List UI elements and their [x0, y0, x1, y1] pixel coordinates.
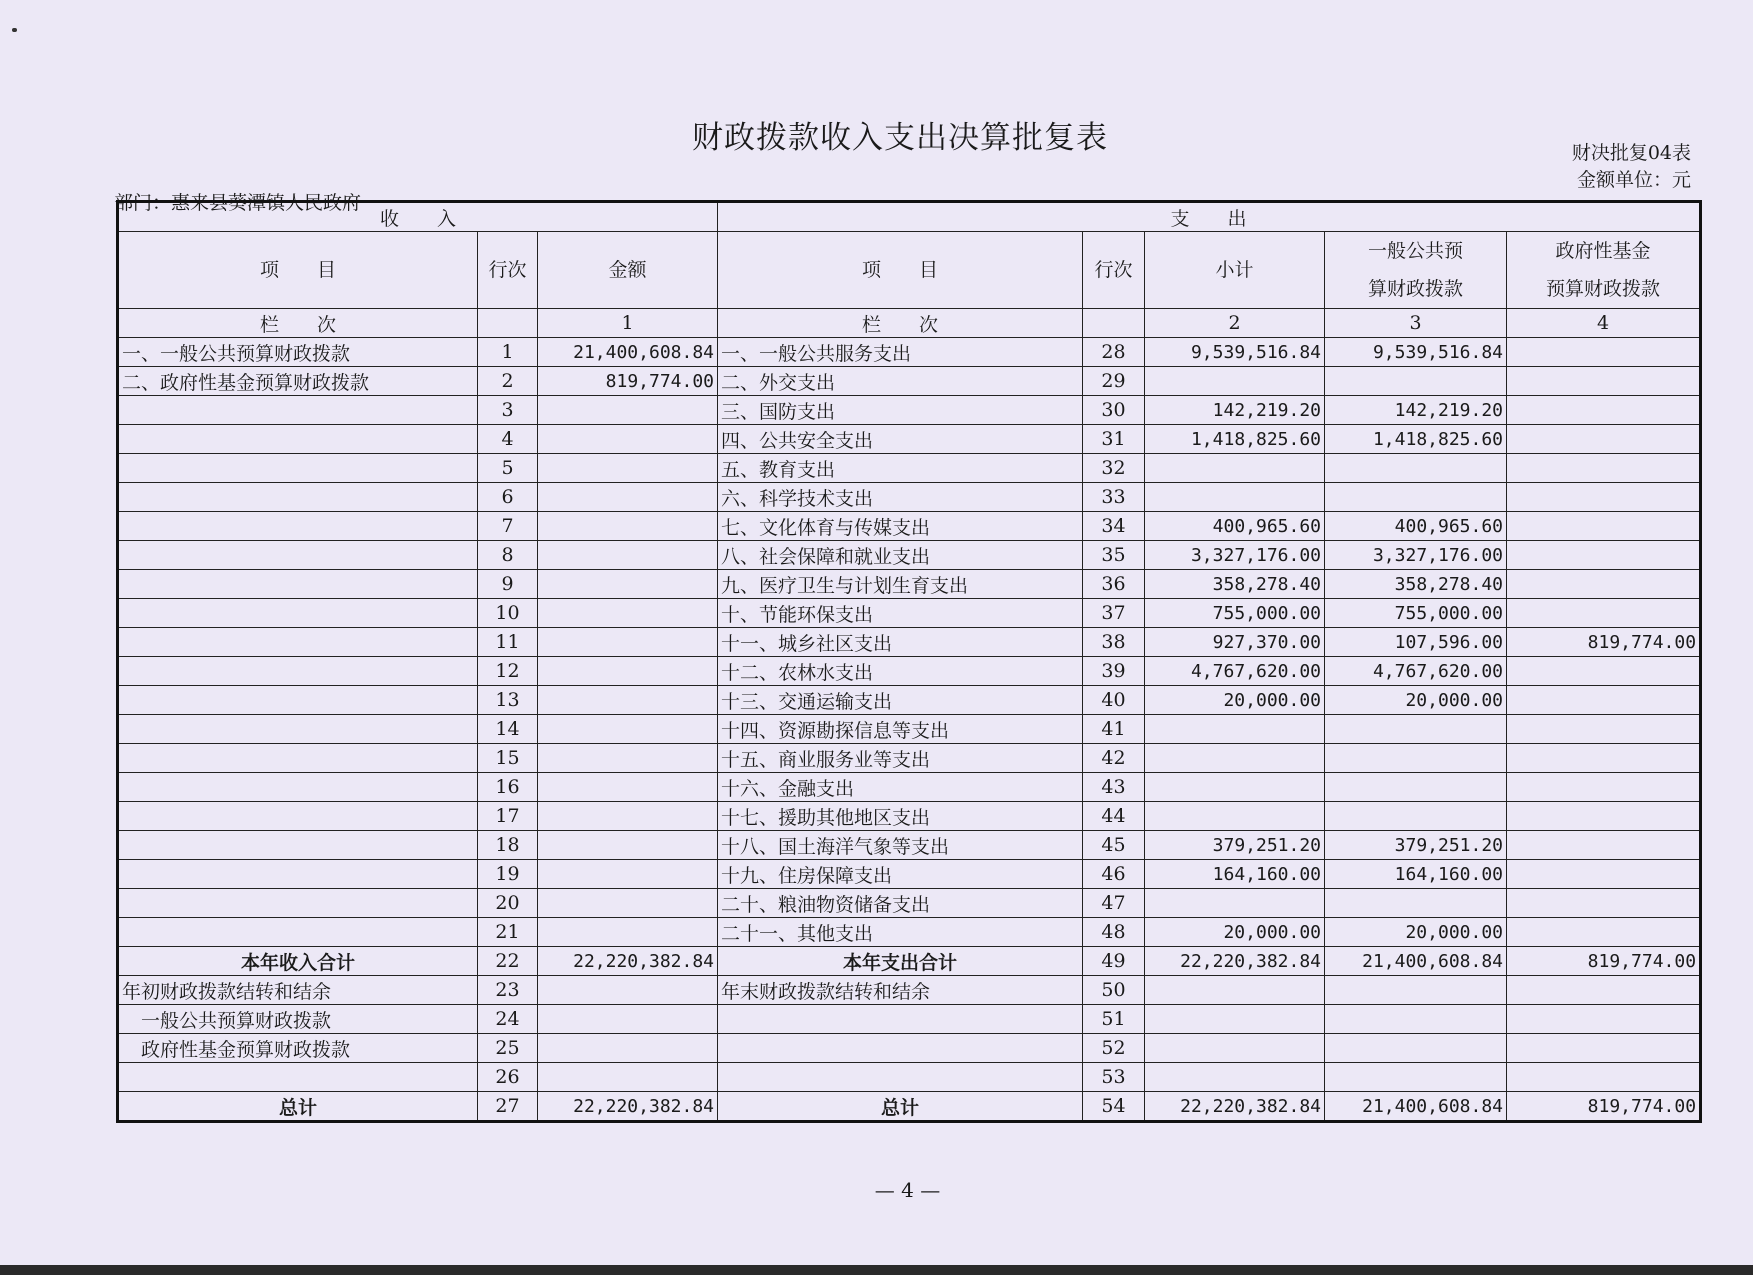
col-index-3: 3: [1325, 309, 1507, 338]
expense-line-no-cell: 31: [1083, 425, 1145, 454]
expense-fund-budget-cell: [1507, 1034, 1701, 1063]
income-line-no-cell: 4: [478, 425, 538, 454]
expense-subtotal-cell: 755,000.00: [1145, 599, 1325, 628]
expense-subtotal-cell: 20,000.00: [1145, 686, 1325, 715]
income-amount-cell: [538, 976, 718, 1005]
table-row: [118, 425, 1701, 454]
income-line-no-cell: 17: [478, 802, 538, 831]
expense-general-budget-cell: 142,219.20: [1325, 396, 1507, 425]
expense-general-budget-cell: [1325, 976, 1507, 1005]
income-amount-cell: [538, 541, 718, 570]
expense-general-budget-cell: [1325, 802, 1507, 831]
expense-item-cell: 五、教育支出: [718, 454, 1083, 483]
income-amount-cell: [538, 657, 718, 686]
income-amount-cell: [538, 396, 718, 425]
expense-item-cell: 二十一、其他支出: [718, 918, 1083, 947]
expense-general-budget-cell: [1325, 715, 1507, 744]
expense-item-cell: 三、国防支出: [718, 396, 1083, 425]
expense-line-no-cell: 54: [1083, 1092, 1145, 1122]
table-row: [118, 367, 1701, 396]
income-line-header: 行次: [478, 232, 538, 309]
expense-line-no-cell: 44: [1083, 802, 1145, 831]
table-row: [118, 1034, 1701, 1063]
expense-subtotal-cell: [1145, 744, 1325, 773]
column-header-row: [118, 232, 1701, 309]
expense-item-cell: 六、科学技术支出: [718, 483, 1083, 512]
expense-line-no-cell: 49: [1083, 947, 1145, 976]
income-amount-cell: 21,400,608.84: [538, 338, 718, 367]
expense-subtotal-cell: [1145, 483, 1325, 512]
expense-subtotal-cell: 142,219.20: [1145, 396, 1325, 425]
expense-subtotal-cell: [1145, 802, 1325, 831]
expense-line-no-cell: 40: [1083, 686, 1145, 715]
income-line-no-cell: 3: [478, 396, 538, 425]
expense-line-no-cell: 47: [1083, 889, 1145, 918]
income-line-no-cell: 6: [478, 483, 538, 512]
income-line-no-cell: 22: [478, 947, 538, 976]
expense-general-budget-cell: [1325, 483, 1507, 512]
expense-item-cell: 一、一般公共服务支出: [718, 338, 1083, 367]
expense-subtotal-cell: 20,000.00: [1145, 918, 1325, 947]
table-row: [118, 686, 1701, 715]
expense-fund-budget-cell: [1507, 512, 1701, 541]
expense-general-budget-cell: 1,418,825.60: [1325, 425, 1507, 454]
expense-line-no-cell: 35: [1083, 541, 1145, 570]
expense-line-no-cell: 45: [1083, 831, 1145, 860]
expense-item-cell: 年末财政拨款结转和结余: [718, 976, 1083, 1005]
fund-budget-header: [1507, 232, 1701, 309]
expense-line-no-cell: 46: [1083, 860, 1145, 889]
table-row: [118, 744, 1701, 773]
expense-fund-budget-cell: [1507, 1063, 1701, 1092]
table-row: [118, 1063, 1701, 1092]
income-item-cell: 总计: [118, 1092, 478, 1122]
expense-line-no-cell: 50: [1083, 976, 1145, 1005]
expense-line-no-cell: 33: [1083, 483, 1145, 512]
expense-general-budget-cell: 20,000.00: [1325, 686, 1507, 715]
expense-line-no-cell: 51: [1083, 1005, 1145, 1034]
expense-item-cell: 二、外交支出: [718, 367, 1083, 396]
section-header-row: [118, 202, 1701, 232]
income-amount-cell: [538, 1063, 718, 1092]
expense-general-budget-cell: 21,400,608.84: [1325, 947, 1507, 976]
income-line-no-cell: 7: [478, 512, 538, 541]
expense-general-budget-cell: [1325, 1034, 1507, 1063]
table-row: [118, 1092, 1701, 1122]
expense-line-no-cell: 30: [1083, 396, 1145, 425]
col-index-1: 1: [538, 309, 718, 338]
income-col-index-blank: [478, 309, 538, 338]
expense-general-budget-cell: [1325, 367, 1507, 396]
income-line-no-cell: 25: [478, 1034, 538, 1063]
fund-budget-header-line1: 政府性基金: [1555, 240, 1651, 262]
expense-line-no-cell: 34: [1083, 512, 1145, 541]
expense-general-budget-cell: 107,596.00: [1325, 628, 1507, 657]
table-row: [118, 541, 1701, 570]
income-amount-cell: [538, 425, 718, 454]
general-budget-header: [1325, 232, 1507, 309]
expense-item-cell: 十八、国土海洋气象等支出: [718, 831, 1083, 860]
table-row: [118, 628, 1701, 657]
expense-subtotal-cell: 4,767,620.00: [1145, 657, 1325, 686]
expense-general-budget-cell: [1325, 1063, 1507, 1092]
expense-general-budget-cell: 164,160.00: [1325, 860, 1507, 889]
expense-general-budget-cell: 379,251.20: [1325, 831, 1507, 860]
table-row: [118, 570, 1701, 599]
expense-fund-budget-cell: [1507, 454, 1701, 483]
expense-section-header: 支 出: [718, 202, 1701, 232]
income-line-no-cell: 9: [478, 570, 538, 599]
expense-fund-budget-cell: 819,774.00: [1507, 628, 1701, 657]
income-item-cell: [118, 599, 478, 628]
expense-general-budget-cell: 755,000.00: [1325, 599, 1507, 628]
expense-line-header: 行次: [1083, 232, 1145, 309]
income-amount-cell: [538, 512, 718, 541]
table-row: [118, 338, 1701, 367]
income-item-cell: [118, 512, 478, 541]
expense-subtotal-cell: [1145, 1034, 1325, 1063]
expense-subtotal-cell: [1145, 1005, 1325, 1034]
income-line-no-cell: 10: [478, 599, 538, 628]
income-line-no-cell: 12: [478, 657, 538, 686]
expense-general-budget-cell: [1325, 1005, 1507, 1034]
income-line-no-cell: 24: [478, 1005, 538, 1034]
expense-subtotal-cell: 164,160.00: [1145, 860, 1325, 889]
table-row: [118, 947, 1701, 976]
expense-fund-budget-cell: 819,774.00: [1507, 947, 1701, 976]
table-row: [118, 657, 1701, 686]
income-col-label: 栏 次: [118, 309, 478, 338]
expense-item-cell: 十一、城乡社区支出: [718, 628, 1083, 657]
expense-general-budget-cell: 4,767,620.00: [1325, 657, 1507, 686]
income-line-no-cell: 21: [478, 918, 538, 947]
income-item-cell: [118, 918, 478, 947]
expense-item-cell: 十六、金融支出: [718, 773, 1083, 802]
expense-line-no-cell: 43: [1083, 773, 1145, 802]
expense-item-cell: [718, 1063, 1083, 1092]
expense-subtotal-cell: [1145, 889, 1325, 918]
table-row: [118, 454, 1701, 483]
income-amount-header: 金额: [538, 232, 718, 309]
expense-fund-budget-cell: [1507, 570, 1701, 599]
expense-item-cell: [718, 1034, 1083, 1063]
income-line-no-cell: 5: [478, 454, 538, 483]
expense-subtotal-cell: 22,220,382.84: [1145, 1092, 1325, 1122]
expense-general-budget-cell: 21,400,608.84: [1325, 1092, 1507, 1122]
expense-col-index-blank: [1083, 309, 1145, 338]
expense-general-budget-cell: 358,278.40: [1325, 570, 1507, 599]
expense-fund-budget-cell: [1507, 976, 1701, 1005]
income-line-no-cell: 26: [478, 1063, 538, 1092]
income-item-cell: [118, 425, 478, 454]
page-title: 财政拨款收入支出决算批复表: [692, 120, 1108, 156]
expense-fund-budget-cell: [1507, 889, 1701, 918]
currency-unit: 金额单位：元: [1576, 169, 1691, 191]
expense-fund-budget-cell: 819,774.00: [1507, 1092, 1701, 1122]
expense-line-no-cell: 37: [1083, 599, 1145, 628]
income-amount-cell: 819,774.00: [538, 367, 718, 396]
expense-item-cell: 十四、资源勘探信息等支出: [718, 715, 1083, 744]
income-line-no-cell: 19: [478, 860, 538, 889]
income-item-cell: [118, 570, 478, 599]
income-amount-cell: [538, 1034, 718, 1063]
income-line-no-cell: 1: [478, 338, 538, 367]
income-amount-cell: [538, 483, 718, 512]
expense-fund-budget-cell: [1507, 396, 1701, 425]
expense-item-cell: 四、公共安全支出: [718, 425, 1083, 454]
expense-line-no-cell: 28: [1083, 338, 1145, 367]
income-amount-cell: 22,220,382.84: [538, 947, 718, 976]
expense-general-budget-cell: 9,539,516.84: [1325, 338, 1507, 367]
expense-general-budget-cell: [1325, 454, 1507, 483]
income-line-no-cell: 15: [478, 744, 538, 773]
expense-subtotal-cell: 358,278.40: [1145, 570, 1325, 599]
income-item-cell: 政府性基金预算财政拨款: [118, 1034, 478, 1063]
expense-subtotal-cell: 22,220,382.84: [1145, 947, 1325, 976]
table-row: [118, 918, 1701, 947]
table-row: [118, 396, 1701, 425]
expense-item-cell: 十九、住房保障支出: [718, 860, 1083, 889]
expense-fund-budget-cell: [1507, 773, 1701, 802]
income-line-no-cell: 16: [478, 773, 538, 802]
expense-subtotal-cell: 1,418,825.60: [1145, 425, 1325, 454]
expense-fund-budget-cell: [1507, 541, 1701, 570]
expense-item-cell: 八、社会保障和就业支出: [718, 541, 1083, 570]
expense-line-no-cell: 41: [1083, 715, 1145, 744]
expense-subtotal-cell: 9,539,516.84: [1145, 338, 1325, 367]
expense-line-no-cell: 39: [1083, 657, 1145, 686]
expense-line-no-cell: 42: [1083, 744, 1145, 773]
table-row: [118, 802, 1701, 831]
expense-item-cell: 十三、交通运输支出: [718, 686, 1083, 715]
income-item-cell: [118, 802, 478, 831]
expense-general-budget-cell: 3,327,176.00: [1325, 541, 1507, 570]
table-row: [118, 512, 1701, 541]
expense-item-cell: 十七、援助其他地区支出: [718, 802, 1083, 831]
income-item-cell: [118, 628, 478, 657]
income-item-header: 项 目: [118, 232, 478, 309]
budget-table: [116, 200, 1702, 1123]
expense-fund-budget-cell: [1507, 425, 1701, 454]
general-budget-header-line1: 一般公共预: [1368, 240, 1464, 262]
expense-fund-budget-cell: [1507, 831, 1701, 860]
expense-line-no-cell: 36: [1083, 570, 1145, 599]
income-item-cell: [118, 889, 478, 918]
income-item-cell: [118, 657, 478, 686]
income-item-cell: 一般公共预算财政拨款: [118, 1005, 478, 1034]
income-amount-cell: [538, 686, 718, 715]
expense-fund-budget-cell: [1507, 802, 1701, 831]
income-item-cell: [118, 860, 478, 889]
expense-fund-budget-cell: [1507, 686, 1701, 715]
income-line-no-cell: 27: [478, 1092, 538, 1122]
income-item-cell: 一、一般公共预算财政拨款: [118, 338, 478, 367]
expense-line-no-cell: 48: [1083, 918, 1145, 947]
income-amount-cell: [538, 889, 718, 918]
income-item-cell: [118, 396, 478, 425]
expense-item-cell: 二十、粮油物资储备支出: [718, 889, 1083, 918]
income-amount-cell: [538, 599, 718, 628]
expense-general-budget-cell: [1325, 889, 1507, 918]
income-line-no-cell: 2: [478, 367, 538, 396]
income-amount-cell: [538, 773, 718, 802]
expense-item-cell: 十五、商业服务业等支出: [718, 744, 1083, 773]
expense-fund-budget-cell: [1507, 744, 1701, 773]
expense-item-cell: 十、节能环保支出: [718, 599, 1083, 628]
income-line-no-cell: 13: [478, 686, 538, 715]
column-index-row: [118, 309, 1701, 338]
expense-general-budget-cell: [1325, 773, 1507, 802]
income-item-cell: [118, 454, 478, 483]
expense-subtotal-cell: [1145, 454, 1325, 483]
col-index-4: 4: [1507, 309, 1701, 338]
scan-edge: [0, 1265, 1753, 1275]
expense-subtotal-cell: [1145, 976, 1325, 1005]
income-item-cell: 年初财政拨款结转和结余: [118, 976, 478, 1005]
expense-fund-budget-cell: [1507, 338, 1701, 367]
fund-budget-header-line2: 预算财政拨款: [1546, 278, 1661, 300]
expense-fund-budget-cell: [1507, 657, 1701, 686]
expense-subtotal-cell: [1145, 715, 1325, 744]
expense-fund-budget-cell: [1507, 918, 1701, 947]
expense-line-no-cell: 38: [1083, 628, 1145, 657]
expense-fund-budget-cell: [1507, 599, 1701, 628]
expense-general-budget-cell: [1325, 744, 1507, 773]
income-item-cell: [118, 686, 478, 715]
income-item-cell: [118, 541, 478, 570]
income-line-no-cell: 14: [478, 715, 538, 744]
table-row: [118, 831, 1701, 860]
table-row: [118, 599, 1701, 628]
subtotal-header: 小计: [1145, 232, 1325, 309]
table-row: [118, 889, 1701, 918]
expense-subtotal-cell: 3,327,176.00: [1145, 541, 1325, 570]
scan-speck: [12, 28, 17, 32]
income-line-no-cell: 20: [478, 889, 538, 918]
expense-item-cell: 九、医疗卫生与计划生育支出: [718, 570, 1083, 599]
expense-general-budget-cell: 400,965.60: [1325, 512, 1507, 541]
expense-line-no-cell: 52: [1083, 1034, 1145, 1063]
col-index-2: 2: [1145, 309, 1325, 338]
income-amount-cell: [538, 628, 718, 657]
expense-subtotal-cell: [1145, 773, 1325, 802]
income-amount-cell: [538, 1005, 718, 1034]
income-item-cell: [118, 715, 478, 744]
income-item-cell: [118, 1063, 478, 1092]
page-number: — 4 —: [874, 1178, 941, 1202]
income-item-cell: [118, 483, 478, 512]
expense-subtotal-cell: [1145, 367, 1325, 396]
income-amount-cell: [538, 570, 718, 599]
table-row: [118, 773, 1701, 802]
expense-line-no-cell: 53: [1083, 1063, 1145, 1092]
income-item-cell: [118, 744, 478, 773]
income-section-header: 收 入: [118, 202, 718, 232]
income-item-cell: 二、政府性基金预算财政拨款: [118, 367, 478, 396]
table-row: [118, 1005, 1701, 1034]
income-amount-cell: [538, 860, 718, 889]
table-row: [118, 860, 1701, 889]
expense-item-cell: 本年支出合计: [718, 947, 1083, 976]
expense-subtotal-cell: 927,370.00: [1145, 628, 1325, 657]
expense-line-no-cell: 29: [1083, 367, 1145, 396]
income-amount-cell: 22,220,382.84: [538, 1092, 718, 1122]
income-amount-cell: [538, 802, 718, 831]
income-amount-cell: [538, 831, 718, 860]
expense-item-cell: 十二、农林水支出: [718, 657, 1083, 686]
expense-fund-budget-cell: [1507, 483, 1701, 512]
income-item-cell: 本年收入合计: [118, 947, 478, 976]
expense-general-budget-cell: 20,000.00: [1325, 918, 1507, 947]
table-row: [118, 976, 1701, 1005]
expense-line-no-cell: 32: [1083, 454, 1145, 483]
income-line-no-cell: 18: [478, 831, 538, 860]
form-info: [1572, 140, 1691, 194]
general-budget-header-line2: 算财政拨款: [1368, 278, 1464, 300]
expense-item-cell: 七、文化体育与传媒支出: [718, 512, 1083, 541]
income-line-no-cell: 8: [478, 541, 538, 570]
expense-fund-budget-cell: [1507, 715, 1701, 744]
expense-subtotal-cell: 400,965.60: [1145, 512, 1325, 541]
expense-subtotal-cell: 379,251.20: [1145, 831, 1325, 860]
expense-item-cell: [718, 1005, 1083, 1034]
form-code: 财决批复04表: [1571, 142, 1691, 164]
income-amount-cell: [538, 715, 718, 744]
income-amount-cell: [538, 454, 718, 483]
table-row: [118, 715, 1701, 744]
income-amount-cell: [538, 918, 718, 947]
department-label: 部门：惠来县葵潭镇人民政府: [114, 192, 362, 214]
expense-item-header: 项 目: [718, 232, 1083, 309]
income-amount-cell: [538, 744, 718, 773]
income-item-cell: [118, 831, 478, 860]
income-item-cell: [118, 773, 478, 802]
income-line-no-cell: 23: [478, 976, 538, 1005]
income-line-no-cell: 11: [478, 628, 538, 657]
expense-subtotal-cell: [1145, 1063, 1325, 1092]
table-row: [118, 483, 1701, 512]
expense-col-label: 栏 次: [718, 309, 1083, 338]
expense-fund-budget-cell: [1507, 860, 1701, 889]
expense-fund-budget-cell: [1507, 367, 1701, 396]
expense-fund-budget-cell: [1507, 1005, 1701, 1034]
expense-item-cell: 总计: [718, 1092, 1083, 1122]
